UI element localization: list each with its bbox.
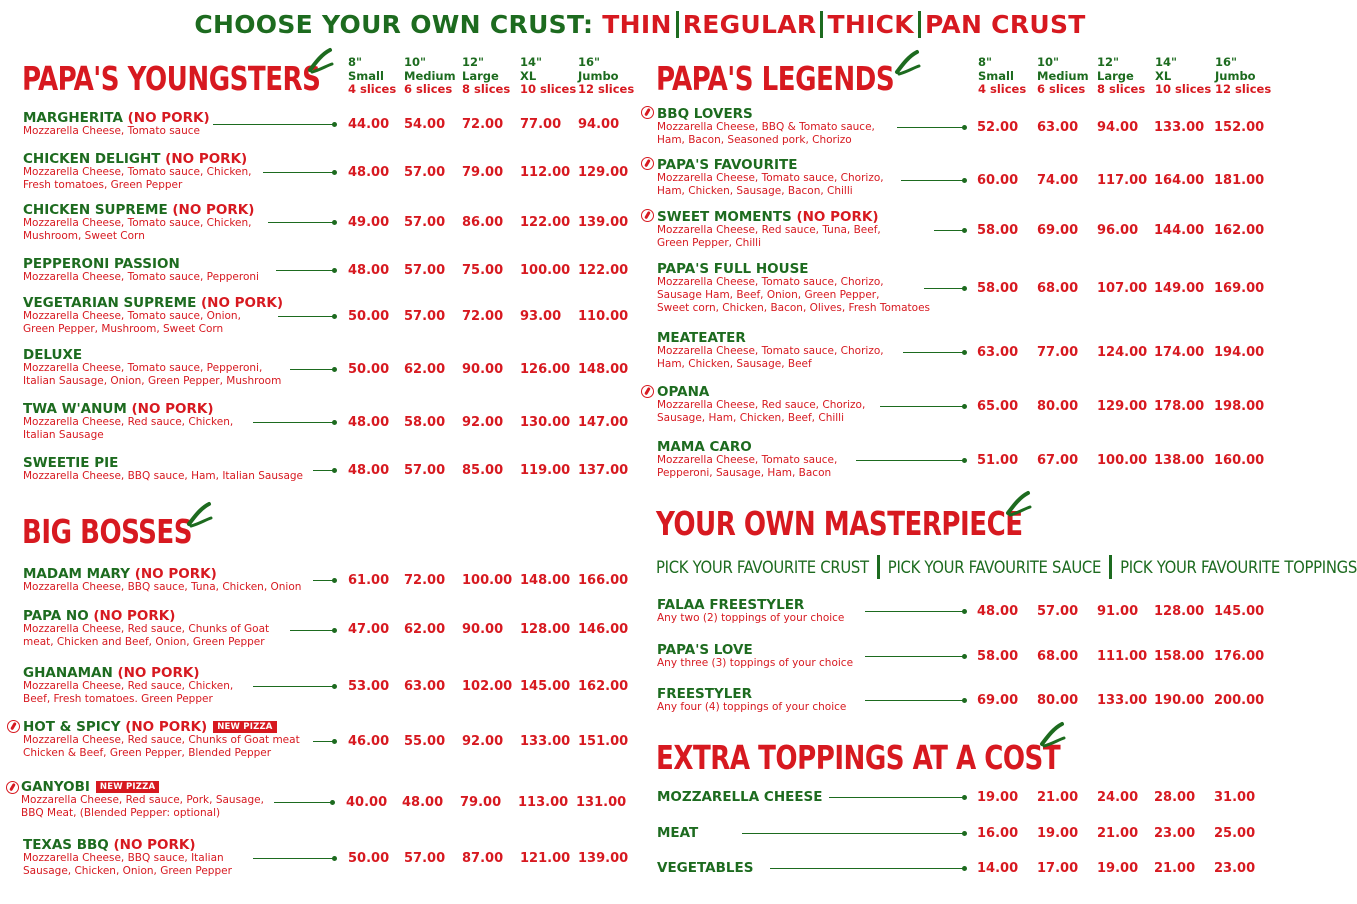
leader-line [897, 127, 964, 128]
pick-divider [1109, 555, 1112, 579]
price-small: 53.00 [348, 679, 390, 694]
item-desc: Chicken & Beef, Green Pepper, Blended Pepper [23, 747, 272, 759]
price-jumbo: 94.00 [578, 117, 620, 132]
item-desc: Mozzarella Cheese, Tomato sauce, Chicken, [23, 166, 252, 178]
leader-line [742, 833, 964, 834]
price-large: 111.00 [1097, 649, 1148, 664]
price-jumbo: 131.00 [576, 795, 627, 810]
item-desc: Fresh tomatoes, Green Pepper [23, 179, 183, 191]
item-desc: Sweet corn, Chicken, Bacon, Olives, Fresh Tomatoes [657, 302, 931, 314]
item-desc: Mozzarella Cheese, Tomato sauce, Chicken, [23, 217, 252, 229]
crust-divider [676, 11, 679, 38]
chili-icon [6, 781, 19, 794]
price-large: 79.00 [460, 795, 502, 810]
price-xl: 28.00 [1154, 790, 1196, 805]
leaf-icon [306, 48, 332, 72]
item-desc: Mozzarella Cheese, Red sauce, Tuna, Beef, [657, 224, 881, 236]
price-xl: 126.00 [520, 362, 571, 377]
price-jumbo: 25.00 [1214, 826, 1256, 841]
price-medium: 63.00 [1037, 120, 1079, 135]
price-jumbo: 176.00 [1214, 649, 1265, 664]
price-medium: 57.00 [404, 215, 446, 230]
item-desc: BBQ Meat, (Blended Pepper: optional) [21, 807, 221, 819]
crust-option-thick: THICK [827, 10, 914, 39]
price-jumbo: 122.00 [578, 263, 629, 278]
price-large: 124.00 [1097, 345, 1148, 360]
item-name: CHICKEN SUPREME [23, 202, 168, 218]
price-jumbo: 145.00 [1214, 604, 1265, 619]
price-small: 47.00 [348, 622, 390, 637]
no-pork-tag: (NO PORK) [201, 295, 284, 311]
price-medium: 74.00 [1037, 173, 1079, 188]
price-medium: 69.00 [1037, 223, 1079, 238]
leader-line [213, 124, 334, 125]
price-xl: 190.00 [1154, 693, 1205, 708]
item-desc: Mozzarella Cheese, Tomato sauce, Pepperoni [23, 271, 259, 283]
price-medium: 48.00 [402, 795, 444, 810]
price-medium: 77.00 [1037, 345, 1079, 360]
price-large: 72.00 [462, 117, 504, 132]
price-small: 52.00 [977, 120, 1019, 135]
no-pork-tag: (NO PORK) [131, 401, 214, 417]
price-medium: 62.00 [404, 362, 446, 377]
size-header-small: 8" Small 4 slices [978, 55, 1027, 96]
price-medium: 17.00 [1037, 861, 1079, 876]
price-medium: 72.00 [404, 573, 446, 588]
price-large: 90.00 [462, 362, 504, 377]
item-name: PAPA NO [23, 608, 89, 624]
item-desc: Any four (4) toppings of your choice [657, 701, 847, 713]
price-medium: 21.00 [1037, 790, 1079, 805]
item-desc: Italian Sausage [23, 429, 104, 441]
price-small: 40.00 [346, 795, 388, 810]
item-desc: Mozzarella Cheese, Tomato sauce, Pepperoni, [23, 362, 263, 374]
price-xl: 128.00 [520, 622, 571, 637]
price-medium: 67.00 [1037, 453, 1079, 468]
leader-line [829, 797, 964, 798]
item-desc: Ham, Chicken, Sausage, Beef [657, 358, 812, 370]
price-large: 24.00 [1097, 790, 1139, 805]
price-small: 14.00 [977, 861, 1019, 876]
leader-line [253, 422, 334, 423]
price-jumbo: 198.00 [1214, 399, 1265, 414]
price-small: 58.00 [977, 223, 1019, 238]
price-large: 133.00 [1097, 693, 1148, 708]
leader-line [924, 288, 964, 289]
price-large: 86.00 [462, 215, 504, 230]
price-xl: 121.00 [520, 851, 571, 866]
item-desc: Sausage Ham, Beef, Onion, Green Pepper, [657, 289, 880, 301]
leader-line [290, 369, 334, 370]
price-small: 50.00 [348, 309, 390, 324]
price-jumbo: 137.00 [578, 463, 629, 478]
item-desc: Green Pepper, Mushroom, Sweet Corn [23, 323, 224, 335]
price-medium: 68.00 [1037, 281, 1079, 296]
item-desc: Mozzarella Cheese, BBQ sauce, Ham, Italian Sausage [23, 470, 304, 482]
price-small: 48.00 [348, 415, 390, 430]
price-large: 19.00 [1097, 861, 1139, 876]
pick-crust-label: PICK YOUR FAVOURITE CRUST [656, 558, 869, 577]
leader-line [253, 858, 334, 859]
price-large: 100.00 [1097, 453, 1148, 468]
chili-icon [641, 157, 654, 170]
price-small: 58.00 [977, 649, 1019, 664]
price-jumbo: 166.00 [578, 573, 629, 588]
crust-divider [918, 11, 921, 38]
item-desc: Mozzarella Cheese, Red sauce, Chorizo, [657, 399, 866, 411]
price-xl: 174.00 [1154, 345, 1205, 360]
price-large: 94.00 [1097, 120, 1139, 135]
price-jumbo: 200.00 [1214, 693, 1265, 708]
price-medium: 19.00 [1037, 826, 1079, 841]
extras-title: EXTRA TOPPINGS AT A COST [656, 739, 1061, 778]
item-name: MADAM MARY [23, 566, 130, 582]
price-small: 16.00 [977, 826, 1019, 841]
crust-banner-prefix: CHOOSE YOUR OWN CRUST: [194, 10, 594, 39]
price-xl: 21.00 [1154, 861, 1196, 876]
size-header-large: 12" Large 8 slices [1097, 55, 1146, 96]
item-name: PAPA'S FAVOURITE [657, 157, 798, 173]
item-desc: Mozzarella Cheese, Red sauce, Chicken, [23, 416, 234, 428]
item-name: SWEET MOMENTS [657, 209, 792, 225]
price-small: 69.00 [977, 693, 1019, 708]
item-desc: Mozzarella Cheese, BBQ sauce, Tuna, Chicken, Onion [23, 581, 302, 593]
item-desc: Beef, Fresh tomatoes. Green Pepper [23, 693, 213, 705]
price-medium: 62.00 [404, 622, 446, 637]
price-jumbo: 151.00 [578, 734, 629, 749]
item-name: FREESTYLER [657, 686, 752, 702]
no-pork-tag: (NO PORK) [117, 665, 200, 681]
price-jumbo: 139.00 [578, 851, 629, 866]
price-medium: 57.00 [1037, 604, 1079, 619]
size-header-xl: 14" XL 10 slices [520, 55, 577, 96]
price-large: 85.00 [462, 463, 504, 478]
price-jumbo: 194.00 [1214, 345, 1265, 360]
price-xl: 133.00 [1154, 120, 1205, 135]
price-large: 100.00 [462, 573, 513, 588]
price-large: 107.00 [1097, 281, 1148, 296]
item-name: FALAA FREESTYLER [657, 597, 805, 613]
no-pork-tag: (NO PORK) [134, 566, 217, 582]
item-name: SWEETIE PIE [23, 455, 119, 471]
price-small: 51.00 [977, 453, 1019, 468]
price-xl: 178.00 [1154, 399, 1205, 414]
item-desc: Mozzarella Cheese, Tomato sauce, [657, 454, 838, 466]
price-small: 50.00 [348, 851, 390, 866]
price-large: 96.00 [1097, 223, 1139, 238]
price-large: 102.00 [462, 679, 513, 694]
new-pizza-badge: NEW PIZZA [96, 781, 159, 793]
price-small: 48.00 [348, 165, 390, 180]
price-small: 65.00 [977, 399, 1019, 414]
price-jumbo: 169.00 [1214, 281, 1265, 296]
leader-line [880, 406, 964, 407]
new-pizza-badge: NEW PIZZA [213, 721, 276, 733]
youngsters-title: PAPA'S YOUNGSTERS [22, 60, 321, 99]
price-medium: 57.00 [404, 463, 446, 478]
item-desc: Mozzarella Cheese, Tomato sauce, Chorizo, [657, 345, 884, 357]
item-desc: Mozzarella Cheese, Red sauce, Chunks of Goat meat [23, 734, 300, 746]
item-name: HOT & SPICY [23, 719, 121, 735]
item-name: OPANA [657, 384, 710, 400]
item-desc: Mozzarella Cheese, Red sauce, Chunks of Goat [23, 623, 270, 635]
price-xl: 77.00 [520, 117, 562, 132]
price-large: 87.00 [462, 851, 504, 866]
chili-icon [641, 106, 654, 119]
item-name: GHANAMAN [23, 665, 113, 681]
price-jumbo: 152.00 [1214, 120, 1265, 135]
item-name: MOZZARELLA CHEESE [657, 789, 823, 805]
price-large: 129.00 [1097, 399, 1148, 414]
crust-option-regular: REGULAR [682, 10, 817, 39]
leader-line [253, 686, 334, 687]
leader-line [276, 270, 334, 271]
crust-option-thin: THIN [602, 10, 672, 39]
price-medium: 68.00 [1037, 649, 1079, 664]
chili-icon [641, 385, 654, 398]
price-small: 49.00 [348, 215, 390, 230]
price-xl: 119.00 [520, 463, 571, 478]
price-xl: 100.00 [520, 263, 571, 278]
size-header-large: 12" Large 8 slices [462, 55, 511, 96]
size-header-xl: 14" XL 10 slices [1155, 55, 1212, 96]
size-header-medium: 10" Medium 6 slices [404, 55, 456, 96]
leader-line [313, 580, 334, 581]
leader-line [313, 470, 334, 471]
price-xl: 138.00 [1154, 453, 1205, 468]
leader-line [268, 222, 334, 223]
price-large: 72.00 [462, 309, 504, 324]
item-desc: Pepperoni, Sausage, Ham, Bacon [657, 467, 832, 479]
item-desc: Mozzarella Cheese, Tomato sauce, Chorizo, [657, 172, 884, 184]
price-jumbo: 146.00 [578, 622, 629, 637]
item-desc: Sausage, Ham, Chicken, Beef, Chilli [657, 412, 845, 424]
price-xl: 133.00 [520, 734, 571, 749]
leaf-icon [1004, 491, 1030, 515]
price-xl: 144.00 [1154, 223, 1205, 238]
price-xl: 23.00 [1154, 826, 1196, 841]
item-name: MEAT [657, 825, 699, 841]
price-large: 117.00 [1097, 173, 1148, 188]
item-desc: Mozzarella Cheese, BBQ sauce, Italian [23, 852, 224, 864]
size-header-medium: 10" Medium 6 slices [1037, 55, 1089, 96]
crust-option-pan: PAN CRUST [924, 10, 1086, 39]
price-xl: 158.00 [1154, 649, 1205, 664]
leader-line [263, 172, 334, 173]
no-pork-tag: (NO PORK) [165, 151, 248, 167]
item-desc: Mushroom, Sweet Corn [23, 230, 145, 242]
item-desc: Mozzarella Cheese, Red sauce, Chicken, [23, 680, 234, 692]
price-small: 61.00 [348, 573, 390, 588]
leader-line [770, 868, 964, 869]
item-name: MARGHERITA [23, 110, 123, 126]
no-pork-tag: (NO PORK) [127, 110, 210, 126]
price-jumbo: 31.00 [1214, 790, 1256, 805]
leader-line [901, 180, 964, 181]
price-jumbo: 160.00 [1214, 453, 1265, 468]
price-xl: 164.00 [1154, 173, 1205, 188]
pick-toppings-label: PICK YOUR FAVOURITE TOPPINGS [1120, 558, 1357, 577]
no-pork-tag: (NO PORK) [125, 719, 208, 735]
bosses-title: BIG BOSSES [22, 513, 193, 552]
item-desc: Any two (2) toppings of your choice [657, 612, 845, 624]
price-jumbo: 23.00 [1214, 861, 1256, 876]
leader-line [934, 230, 964, 231]
item-name: DELUXE [23, 347, 83, 363]
price-jumbo: 129.00 [578, 165, 629, 180]
leaf-icon [185, 502, 211, 526]
leader-line [313, 741, 334, 742]
price-small: 50.00 [348, 362, 390, 377]
size-header-jumbo: 16" Jumbo 12 slices [1215, 55, 1272, 96]
item-desc: Mozzarella Cheese, BBQ & Tomato sauce, [657, 121, 875, 133]
price-jumbo: 147.00 [578, 415, 629, 430]
price-jumbo: 110.00 [578, 309, 629, 324]
item-name: GANYOBI [21, 779, 90, 795]
price-xl: 128.00 [1154, 604, 1205, 619]
price-large: 79.00 [462, 165, 504, 180]
price-small: 60.00 [977, 173, 1019, 188]
leader-line [903, 352, 964, 353]
price-jumbo: 162.00 [578, 679, 629, 694]
price-xl: 122.00 [520, 215, 571, 230]
price-xl: 130.00 [520, 415, 571, 430]
item-name: PEPPERONI PASSION [23, 256, 180, 272]
leader-line [865, 700, 964, 701]
price-xl: 113.00 [518, 795, 569, 810]
price-large: 90.00 [462, 622, 504, 637]
item-name: CHICKEN DELIGHT [23, 151, 161, 167]
no-pork-tag: (NO PORK) [93, 608, 176, 624]
price-small: 19.00 [977, 790, 1019, 805]
leader-line [865, 611, 964, 612]
pick-divider [877, 555, 880, 579]
no-pork-tag: (NO PORK) [172, 202, 255, 218]
item-name: MAMA CARO [657, 439, 752, 455]
price-large: 92.00 [462, 734, 504, 749]
leaf-icon [1038, 722, 1064, 746]
size-header-jumbo: 16" Jumbo 12 slices [578, 55, 635, 96]
price-small: 44.00 [348, 117, 390, 132]
item-name: PAPA'S LOVE [657, 642, 753, 658]
leaf-icon [893, 50, 919, 74]
chili-icon [641, 209, 654, 222]
item-desc: Mozzarella Cheese, Tomato sauce [23, 125, 200, 137]
item-name: VEGETABLES [657, 860, 754, 876]
leader-line [274, 802, 332, 803]
item-name: BBQ LOVERS [657, 106, 753, 122]
item-desc: Mozzarella Cheese, Red sauce, Pork, Sausage, [21, 794, 264, 806]
price-small: 46.00 [348, 734, 390, 749]
price-small: 63.00 [977, 345, 1019, 360]
price-xl: 112.00 [520, 165, 571, 180]
item-desc: Ham, Bacon, Seasoned pork, Chorizo [657, 134, 852, 146]
item-desc: Mozzarella Cheese, Tomato sauce, Onion, [23, 310, 241, 322]
price-xl: 149.00 [1154, 281, 1205, 296]
price-medium: 54.00 [404, 117, 446, 132]
price-xl: 148.00 [520, 573, 571, 588]
no-pork-tag: (NO PORK) [796, 209, 879, 225]
price-medium: 80.00 [1037, 399, 1079, 414]
price-jumbo: 162.00 [1214, 223, 1265, 238]
chili-icon [7, 720, 20, 733]
price-small: 48.00 [348, 463, 390, 478]
item-desc: Italian Sausage, Onion, Green Pepper, Mushroom [23, 375, 282, 387]
price-medium: 57.00 [404, 309, 446, 324]
item-name: VEGETARIAN SUPREME [23, 295, 197, 311]
item-desc: Sausage, Chicken, Onion, Green Pepper [23, 865, 232, 877]
item-desc: Ham, Chicken, Sausage, Bacon, Chilli [657, 185, 853, 197]
price-medium: 63.00 [404, 679, 446, 694]
price-jumbo: 148.00 [578, 362, 629, 377]
price-small: 58.00 [977, 281, 1019, 296]
crust-divider [820, 11, 823, 38]
price-large: 21.00 [1097, 826, 1139, 841]
price-large: 75.00 [462, 263, 504, 278]
price-medium: 57.00 [404, 165, 446, 180]
item-desc: Green Pepper, Chilli [657, 237, 761, 249]
item-desc: Any three (3) toppings of your choice [657, 657, 854, 669]
price-jumbo: 139.00 [578, 215, 629, 230]
pick-sauce-label: PICK YOUR FAVOURITE SAUCE [887, 558, 1102, 577]
item-name: PAPA'S FULL HOUSE [657, 261, 809, 277]
item-name: MEATEATER [657, 330, 746, 346]
item-desc: meat, Chicken and Beef, Onion, Green Pepper [23, 636, 265, 648]
price-jumbo: 181.00 [1214, 173, 1265, 188]
price-medium: 57.00 [404, 851, 446, 866]
item-desc: Mozzarella Cheese, Tomato sauce, Chorizo, [657, 276, 884, 288]
price-large: 92.00 [462, 415, 504, 430]
price-xl: 93.00 [520, 309, 562, 324]
leader-line [865, 656, 964, 657]
price-small: 48.00 [977, 604, 1019, 619]
price-medium: 57.00 [404, 263, 446, 278]
masterpiece-pick-row [656, 555, 1357, 579]
price-xl: 145.00 [520, 679, 571, 694]
leader-line [290, 630, 334, 631]
price-medium: 80.00 [1037, 693, 1079, 708]
price-small: 48.00 [348, 263, 390, 278]
leader-line [856, 460, 964, 461]
price-medium: 55.00 [404, 734, 446, 749]
size-header-small: 8" Small 4 slices [348, 55, 397, 96]
legends-title: PAPA'S LEGENDS [656, 60, 895, 99]
item-name: TEXAS BBQ [23, 837, 109, 853]
no-pork-tag: (NO PORK) [113, 837, 196, 853]
price-large: 91.00 [1097, 604, 1139, 619]
price-medium: 58.00 [404, 415, 446, 430]
leader-line [278, 316, 334, 317]
masterpiece-title: YOUR OWN MASTERPIECE [656, 505, 1023, 544]
crust-banner [0, 10, 1280, 39]
item-name: TWA W'ANUM [23, 401, 127, 417]
